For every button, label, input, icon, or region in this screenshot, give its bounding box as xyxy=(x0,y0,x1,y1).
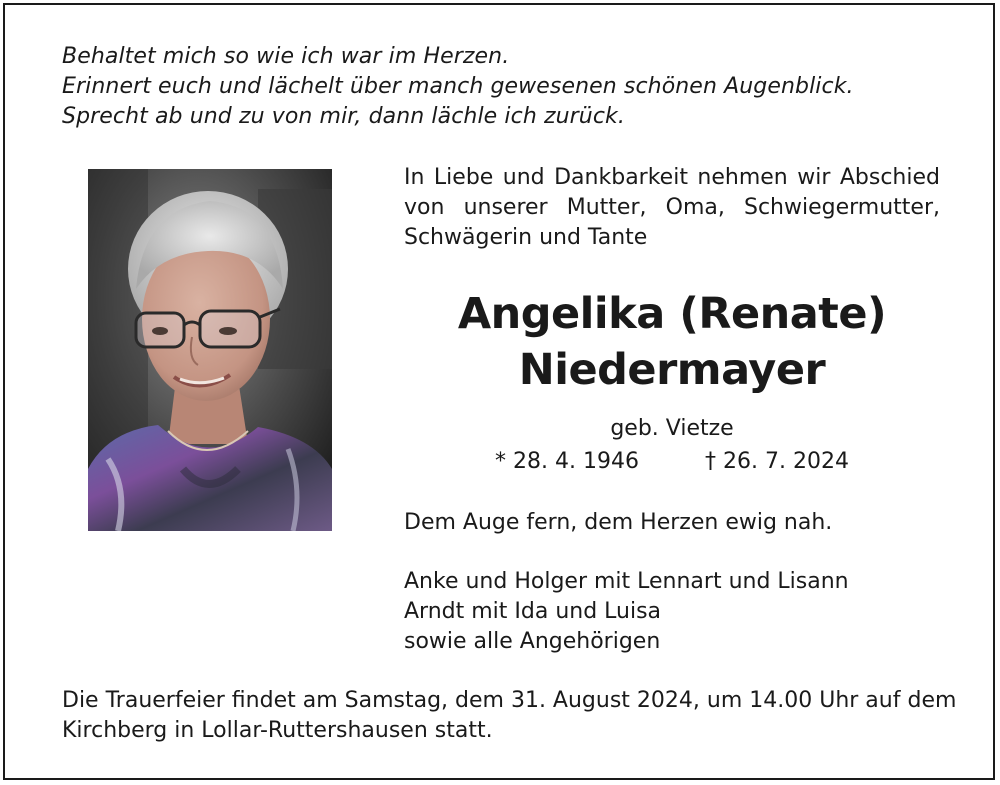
portrait-photo xyxy=(88,169,332,531)
funeral-service-info xyxy=(62,686,956,746)
service-line: Kirchberg in Lollar-Ruttershausen statt. xyxy=(62,718,493,743)
mourner-line: sowie alle Angehörigen xyxy=(404,629,661,654)
intro-line: Schwägerin und Tante xyxy=(404,225,648,250)
motto-line: Sprecht ab und zu von mir, dann lächle ich zurück. xyxy=(62,104,625,129)
intro-line: von unserer Mutter, Oma, Schwiegermutter, xyxy=(404,195,940,220)
motto-line: Behaltet mich so wie ich war im Herzen. xyxy=(62,44,510,69)
motto-poem xyxy=(62,42,854,132)
birth-name: geb. Vietze xyxy=(610,416,734,441)
deceased-name xyxy=(404,286,940,398)
birth-date: * 28. 4. 1946 xyxy=(495,449,639,474)
mourner-line: Arndt mit Ida und Luisa xyxy=(404,599,662,624)
name-line-first: Angelika (Renate) xyxy=(457,289,887,339)
memorial-verse: Dem Auge fern, dem Herzen ewig nah. xyxy=(404,510,833,535)
mourners-list xyxy=(404,567,849,657)
mourner-line: Anke und Holger mit Lennart und Lisann xyxy=(404,569,849,594)
name-line-last: Niedermayer xyxy=(518,345,826,395)
intro-line: In Liebe und Dankbarkeit nehmen wir Abschied xyxy=(404,165,940,190)
intro-text xyxy=(404,163,940,253)
motto-line: Erinnert euch und lächelt über manch gewesenen schönen Augenblick. xyxy=(62,74,854,99)
service-line: Die Trauerfeier findet am Samstag, dem 31. August 2024, um 14.00 Uhr auf dem xyxy=(62,688,957,713)
death-date: † 26. 7. 2024 xyxy=(705,449,849,474)
